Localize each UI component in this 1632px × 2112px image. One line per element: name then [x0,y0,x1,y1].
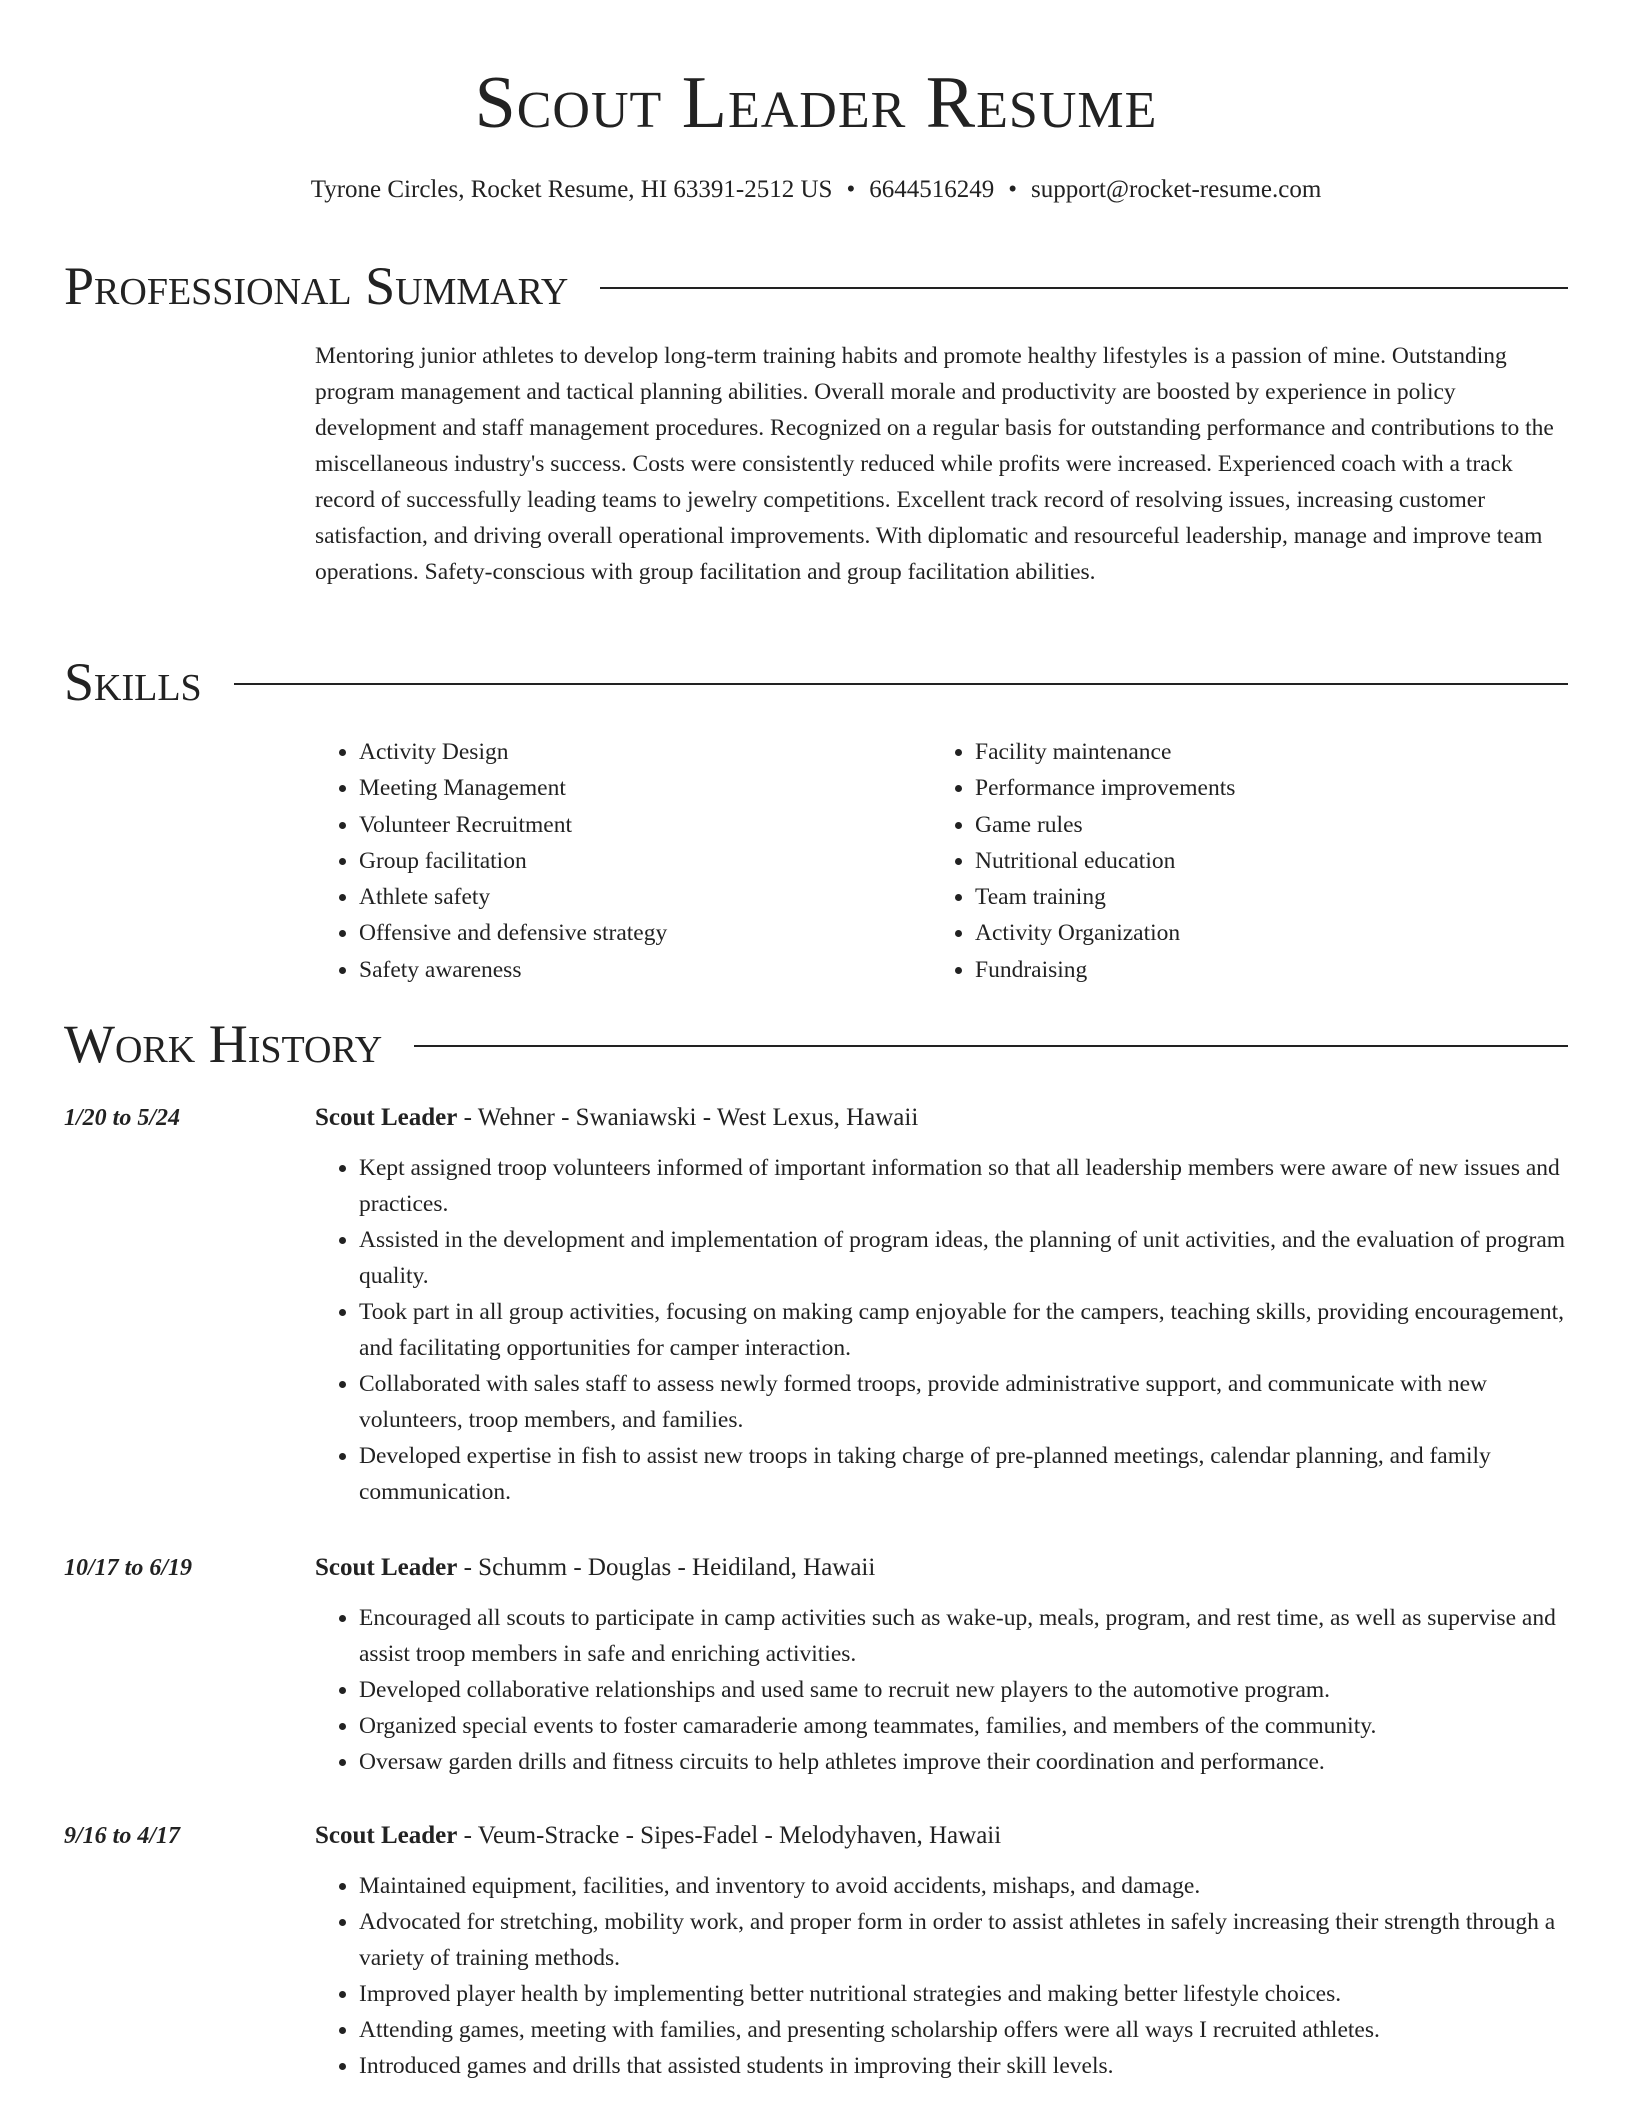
job-bullets [315,1868,1568,2084]
skill-item: • Team training [975,879,1547,915]
skill-item: • Nutritional education [975,843,1547,879]
skill-item: • Meeting Management [359,770,931,806]
job-bullet: • Developed collaborative relationships and used same to recruit new players to the automotive program. [359,1672,1568,1708]
contact-line [0,174,1632,206]
work-heading: Work History [64,1014,383,1074]
skill-item: • Athlete safety [359,879,931,915]
job-bullet: • Improved player health by implementing better nutritional strategies and making better lifestyle choices. [359,1976,1568,2012]
contact-address: Tyrone Circles, Rocket Resume, HI 63391-2512 US [310,176,833,203]
skills-column-right [931,734,1547,988]
summary-text: Mentoring junior athletes to develop long-term training habits and promote healthy lifestyles is a passion of mine. Outstanding program management and tactical planning abilities. Overall morale and productivity are boosted by experience in policy development and staff management procedures. Recognized on a regular basis for outstanding performance and contributions to the miscellaneous industry's success. Costs were consistently reduced while profits were increased. Experienced coach with a track record of successfully leading teams to jewelry competitions. Excellent track record of resolving issues, increasing customer satisfaction, and driving overall operational improvements. With diplomatic and resourceful leadership, manage and improve team operations. Safety-conscious with group facilitation and group facilitation abilities. [315,343,1554,585]
job-employer: - Schumm - Douglas - Heidiland, Hawaii [457,1554,876,1581]
section-divider [234,683,1568,685]
skill-item: • Performance improvements [975,770,1547,806]
job-title: Scout Leader [315,1822,458,1849]
summary-heading: Professional Summary [64,256,569,316]
job-entry [315,1100,1568,1510]
job-employer: - Wehner - Swaniawski - West Lexus, Hawaii [457,1104,919,1131]
job-bullets [315,1600,1568,1780]
skills-heading: Skills [64,652,202,712]
job-bullet: • Collaborated with sales staff to assess newly formed troops, provide administrative support, and communicate with new volunteers, troop members, and families. [359,1366,1568,1438]
job-bullet: • Attending games, meeting with families, and presenting scholarship offers were all ways I recruited athletes. [359,2012,1568,2048]
job-title: Scout Leader [315,1104,458,1131]
work-section-header [64,1014,1568,1074]
summary-section-header [64,256,1568,316]
job-bullet: • Maintained equipment, facilities, and inventory to avoid accidents, mishaps, and damage. [359,1868,1568,1904]
skill-item: • Volunteer Recruitment [359,807,931,843]
job-dates: 9/16 to 4/17 [64,1823,181,1849]
job-bullet: • Organized special events to foster camaraderie among teammates, families, and members of the community. [359,1708,1568,1744]
summary-body [315,338,1568,590]
job-bullet: • Assisted in the development and implementation of program ideas, the planning of unit activities, and the evaluation of program quality. [359,1222,1568,1294]
job-bullet: • Developed expertise in fish to assist new troops in taking charge of pre-planned meetings, calendar planning, and family communication. [359,1438,1568,1510]
job-dates: 1/20 to 5/24 [64,1105,181,1131]
contact-separator: • [846,176,856,203]
skills-list [315,734,1568,988]
contact-separator: • [1008,176,1017,203]
job-dates: 10/17 to 6/19 [64,1555,193,1581]
job-heading [315,1818,1568,1854]
job-bullet: • Introduced games and drills that assisted students in improving their skill levels. [359,2048,1568,2084]
contact-phone: 6644516249 [869,176,995,203]
skill-item: • Activity Design [359,734,931,770]
skill-item: • Group facilitation [359,843,931,879]
job-bullet: • Kept assigned troop volunteers informed of important information so that all leadership members were aware of new issues and practices. [359,1150,1568,1222]
job-heading [315,1100,1568,1136]
section-divider [600,287,1568,289]
job-bullets [315,1150,1568,1510]
resume-title: Scout Leader Resume [474,62,1158,144]
job-bullet: • Took part in all group activities, focusing on making camp enjoyable for the campers, teaching skills, providing encouragement, and facilitating opportunities for camper interaction. [359,1294,1568,1366]
skill-item: • Offensive and defensive strategy [359,915,931,951]
skill-item: • Fundraising [975,952,1547,988]
section-divider [414,1045,1568,1047]
job-employer: - Veum-Stracke - Sipes-Fadel - Melodyhaven, Hawaii [457,1822,1002,1849]
skill-item: • Activity Organization [975,915,1547,951]
job-bullet: • Encouraged all scouts to participate in camp activities such as wake-up, meals, program, and rest time, as well as supervise and assist troop members in safe and enriching activities. [359,1600,1568,1672]
contact-email: support@rocket-resume.com [1031,176,1322,203]
job-entry [315,1550,1568,1780]
skill-item: • Facility maintenance [975,734,1547,770]
skill-item: • Safety awareness [359,952,931,988]
job-bullet: • Advocated for stretching, mobility work, and proper form in order to assist athletes in safely increasing their strength through a variety of training methods. [359,1904,1568,1976]
job-title: Scout Leader [315,1554,458,1581]
skill-item: • Game rules [975,807,1547,843]
job-entry [315,1818,1568,2084]
job-heading [315,1550,1568,1586]
skills-section-header [64,652,1568,712]
skills-column-left [315,734,931,988]
job-bullet: • Oversaw garden drills and fitness circuits to help athletes improve their coordination and performance. [359,1744,1568,1780]
